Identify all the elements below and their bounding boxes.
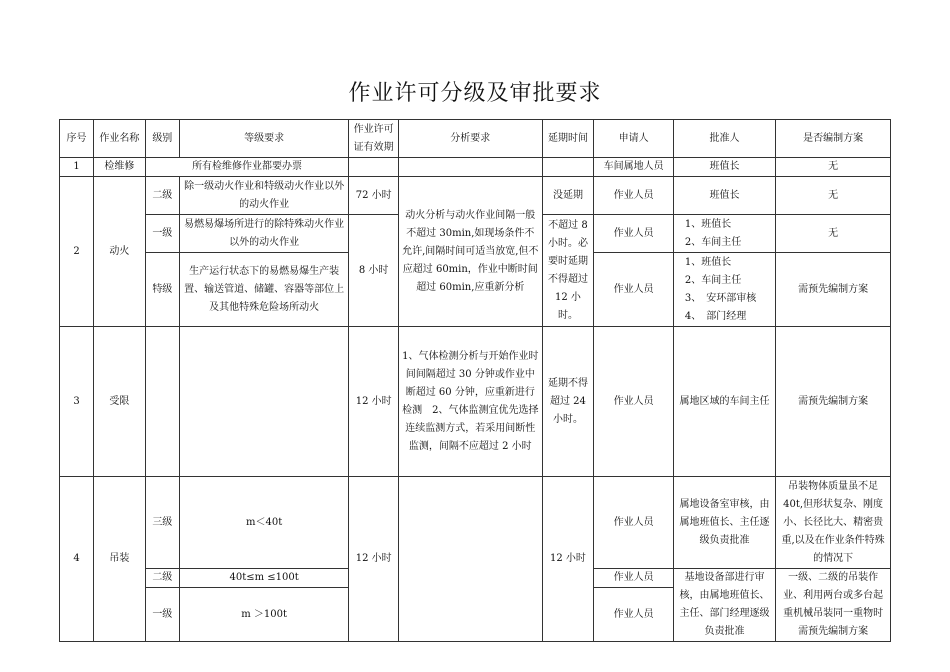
cell-analysis: 1、气体检测分析与开始作业时间间隔超过 30 分钟或作业中断超过 60 分钟，应重新进行检测 2、气体监测宜优先选择连续监测方式，若采用间断性监测，间隔不应超过 2 小时 — [398, 327, 542, 477]
table-row — [60, 158, 891, 177]
header-plan: 是否编制方案 — [776, 120, 891, 158]
header-extension: 延期时间 — [542, 120, 594, 158]
header-applicant: 申请人 — [594, 120, 674, 158]
header-name: 作业名称 — [94, 120, 146, 158]
cell-validity: 12 小时 — [349, 327, 399, 477]
cell-applicant: 作业人员 — [594, 327, 674, 477]
cell-seq: 4 — [60, 477, 94, 642]
header-seq: 序号 — [60, 120, 94, 158]
cell-analysis: 动火分析与动火作业间隔一般不超过 30min,如现场条件不允许,间隔时间可适当放宽,但不应超过 60min，作业中断时间超过 60min,应重新分析 — [398, 177, 542, 327]
cell-level: 三级 — [145, 477, 179, 569]
table-row — [60, 177, 891, 215]
cell-plan: 无 — [776, 177, 891, 215]
cell-requirement: 易燃易爆场所进行的除特殊动火作业以外的动火作业 — [179, 215, 349, 253]
cell-level: 二级 — [145, 177, 179, 215]
approver-line: 1、班值长 — [684, 256, 732, 268]
header-row — [60, 120, 891, 158]
cell-approver — [673, 253, 775, 327]
cell-level: 特级 — [145, 253, 179, 327]
header-requirement: 等级要求 — [179, 120, 349, 158]
cell-plan: 无 — [776, 215, 891, 253]
approver-line: 2、车间主任 — [684, 236, 742, 248]
cell-validity: 8 小时 — [349, 215, 399, 327]
cell-level: 二级 — [145, 569, 179, 588]
cell-applicant: 作业人员 — [594, 253, 674, 327]
cell-approver: 基地设备部进行审核，由属地班值长、主任、部门经理逐级负责批准 — [673, 569, 775, 642]
cell-validity — [349, 158, 399, 177]
cell-approver: 班值长 — [673, 158, 775, 177]
cell-validity: 12 小时 — [349, 477, 399, 642]
approver-line: 2、车间主任 — [684, 274, 742, 286]
cell-seq: 1 — [60, 158, 94, 177]
approver-line: 4、 部门经理 — [684, 310, 747, 322]
cell-plan: 吊装物体质量虽不足 40t,但形状复杂、刚度小、长径比大、精密贵重,以及在作业条件特殊的情况下 — [776, 477, 891, 569]
cell-name: 检维修 — [94, 158, 146, 177]
cell-requirement: 40t≤m ≤100t — [179, 569, 349, 588]
permit-table — [59, 119, 891, 642]
header-approver: 批准人 — [673, 120, 775, 158]
header-analysis: 分析要求 — [398, 120, 542, 158]
cell-applicant: 作业人员 — [594, 477, 674, 569]
cell-requirement — [179, 327, 349, 477]
cell-extension: 没延期 — [542, 177, 594, 215]
cell-requirement: 所有检维修作业都要办票 — [145, 158, 349, 177]
cell-analysis — [398, 158, 542, 177]
cell-requirement: 生产运行状态下的易燃易爆生产装置、输送管道、储罐、容器等部位上及其他特殊危险场所动火 — [179, 253, 349, 327]
cell-seq: 2 — [60, 177, 94, 327]
cell-approver: 属地设备室审核，由属地班值长、主任逐级负责批准 — [673, 477, 775, 569]
approver-line: 3、 安环部审核 — [684, 292, 757, 304]
cell-requirement: m ＞100t — [179, 588, 349, 642]
cell-level: 一级 — [145, 588, 179, 642]
cell-extension: 12 小时 — [542, 477, 594, 642]
cell-level — [145, 327, 179, 477]
cell-approver: 属地区域的车间主任 — [673, 327, 775, 477]
cell-validity: 72 小时 — [349, 177, 399, 215]
cell-plan: 需预先编制方案 — [776, 253, 891, 327]
cell-plan: 无 — [776, 158, 891, 177]
cell-approver: 班值长 — [673, 177, 775, 215]
table-row — [60, 327, 891, 477]
cell-extension: 不超过 8 小时。必要时延期不得超过 12 小时。 — [542, 215, 594, 327]
cell-approver — [673, 215, 775, 253]
cell-applicant: 车间属地人员 — [594, 158, 674, 177]
cell-seq: 3 — [60, 327, 94, 477]
approver-line: 1、班值长 — [684, 218, 732, 230]
table-row — [60, 477, 891, 569]
cell-applicant: 作业人员 — [594, 569, 674, 588]
cell-applicant: 作业人员 — [594, 177, 674, 215]
cell-name: 动火 — [94, 177, 146, 327]
cell-name: 吊装 — [94, 477, 146, 642]
cell-requirement: 除一级动火作业和特级动火作业以外的动火作业 — [179, 177, 349, 215]
cell-applicant: 作业人员 — [594, 215, 674, 253]
cell-analysis — [398, 477, 542, 642]
header-validity: 作业许可证有效期 — [349, 120, 399, 158]
cell-requirement: m＜40t — [179, 477, 349, 569]
cell-plan: 一级、二级的吊装作业、利用两台或多台起重机械吊装同一重物时需预先编制方案 — [776, 569, 891, 642]
cell-extension: 延期不得超过 24 小时。 — [542, 327, 594, 477]
document-title: 作业许可分级及审批要求 — [348, 81, 602, 106]
cell-extension — [542, 158, 594, 177]
cell-applicant: 作业人员 — [594, 588, 674, 642]
header-level: 级别 — [145, 120, 179, 158]
cell-name: 受限 — [94, 327, 146, 477]
cell-level: 一级 — [145, 215, 179, 253]
cell-plan: 需预先编制方案 — [776, 327, 891, 477]
